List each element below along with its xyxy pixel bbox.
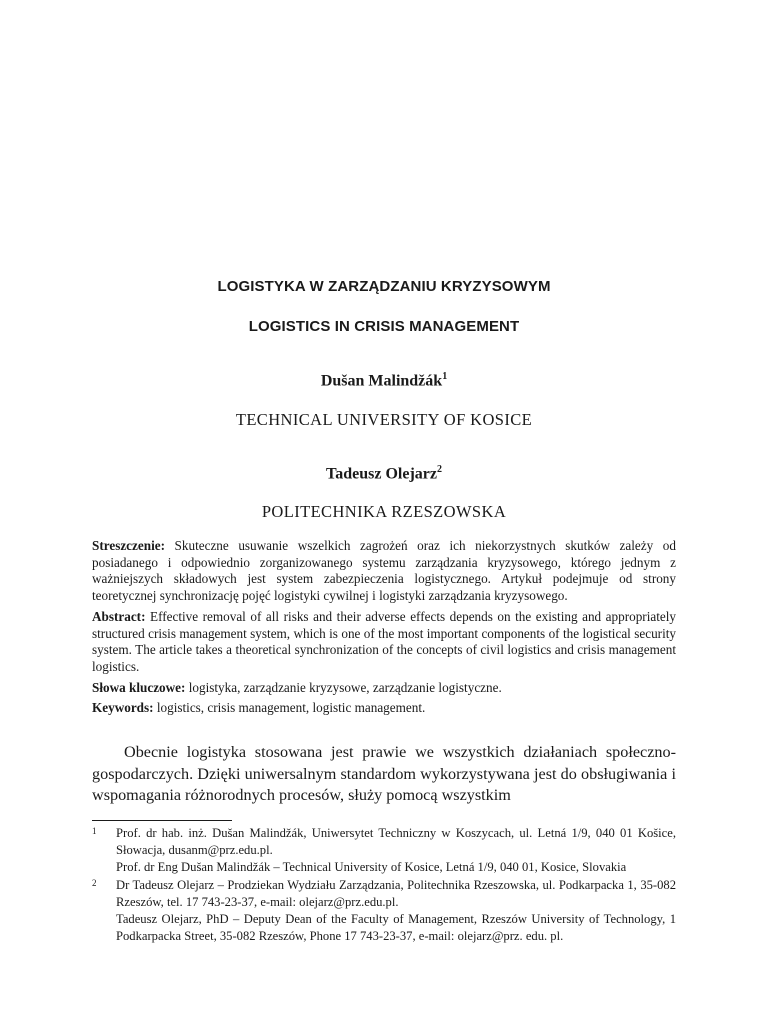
streszczenie-text: Skuteczne usuwanie wszelkich zagrożeń oraz ich niekorzystnych skutków zależy od posiadanego i odpowiednio zorganizowanego systemu zarządzania kryzysowego, którego jednym z ważniejszych składowych jest system zabezpieczenia logistycznego. Artykuł podejmuje od strony teoretycznej synchronizację pojęć logistyki cywilnej i logistyki zarządzania kryzysowego. bbox=[92, 538, 676, 604]
keywords-label: Keywords: bbox=[92, 700, 154, 716]
footnote-separator bbox=[92, 820, 232, 821]
author-2-name: Tadeusz Olejarz bbox=[326, 465, 437, 483]
title-polish: LOGISTYKA W ZARZĄDZANIU KRYZYSOWYM bbox=[217, 278, 551, 295]
streszczenie-label: Streszczenie: bbox=[92, 538, 165, 553]
keywords-text: logistics, crisis management, logistic management. bbox=[153, 700, 426, 716]
slowa-label: Słowa kluczowe: bbox=[92, 679, 186, 695]
title-english: LOGISTICS IN CRISIS MANAGEMENT bbox=[248, 318, 520, 335]
footnote-1 bbox=[92, 825, 676, 877]
abstract-text: Effective removal of all risks and their adverse effects depends on the existing and appropriately structured crisis management system, which is one of the most important components of the logistical security system. The article takes a theoretical synchronization of the concepts of civil logistics and crisis management logistics. bbox=[92, 608, 676, 674]
body-paragraph: Obecnie logistyka stosowana jest prawie we wszystkich działaniach społeczno-gospodarczych. Dzięki uniwersalnym standardom wykorzystywana jest do obsługiwania i wspomagania różnorodnych procesów, służy pomocą wszystkim bbox=[92, 743, 676, 804]
footnote-1-line-1: Prof. dr hab. inż. Dušan Malindžák, Uniwersytet Techniczny w Koszycach, ul. Letná 1/9, 040 01 Košice, Słowacja, dusanm@prz.edu.pl. bbox=[116, 826, 676, 858]
abstract-label: Abstract: bbox=[92, 608, 146, 624]
streszczenie bbox=[92, 538, 676, 605]
keywords bbox=[92, 700, 676, 717]
footnote-2-line-1: Dr Tadeusz Olejarz – Prodziekan Wydziału Zarządzania, Politechnika Rzeszowska, ul. Podkarpacka 1, 35-082 Rzeszów, tel. 17 743-23-37, e-mail: olejarz@prz.edu.pl. bbox=[116, 877, 676, 909]
author-2 bbox=[0, 464, 768, 483]
author-1-affiliation: TECHNICAL UNIVERSITY OF KOSICE bbox=[235, 410, 533, 429]
abstract-en bbox=[92, 609, 676, 676]
author-2-footnote-ref: 2 bbox=[436, 464, 442, 475]
author-1-footnote-ref: 1 bbox=[442, 371, 448, 382]
slowa-kluczowe bbox=[92, 680, 676, 697]
author-1-name: Dušan Malindžák bbox=[320, 372, 443, 390]
author-2-affiliation: POLITECHNIKA RZESZOWSKA bbox=[261, 502, 507, 521]
footnote-2-line-2: Tadeusz Olejarz, PhD – Deputy Dean of the Faculty of Management, Rzeszów University of Technology, 1 Podkarpacka Street, 35-082 Rzeszów, Phone 17 743-23-37, e-mail: olejarz@prz. edu. pl. bbox=[116, 912, 676, 944]
footnote-2 bbox=[92, 877, 676, 946]
author-1 bbox=[0, 371, 768, 390]
footnote-1-line-2: Prof. dr Eng Dušan Malindžák – Technical University of Kosice, Letná 1/9, 040 01, Kosice, Slovakia bbox=[116, 860, 627, 875]
footnote-1-number: 1 bbox=[92, 826, 97, 836]
abstract-block bbox=[92, 538, 676, 721]
footnote-2-number: 2 bbox=[92, 877, 97, 888]
footnotes bbox=[92, 825, 676, 945]
slowa-text: logistyka, zarządzanie kryzysowe, zarządzanie logistyczne. bbox=[185, 679, 502, 695]
